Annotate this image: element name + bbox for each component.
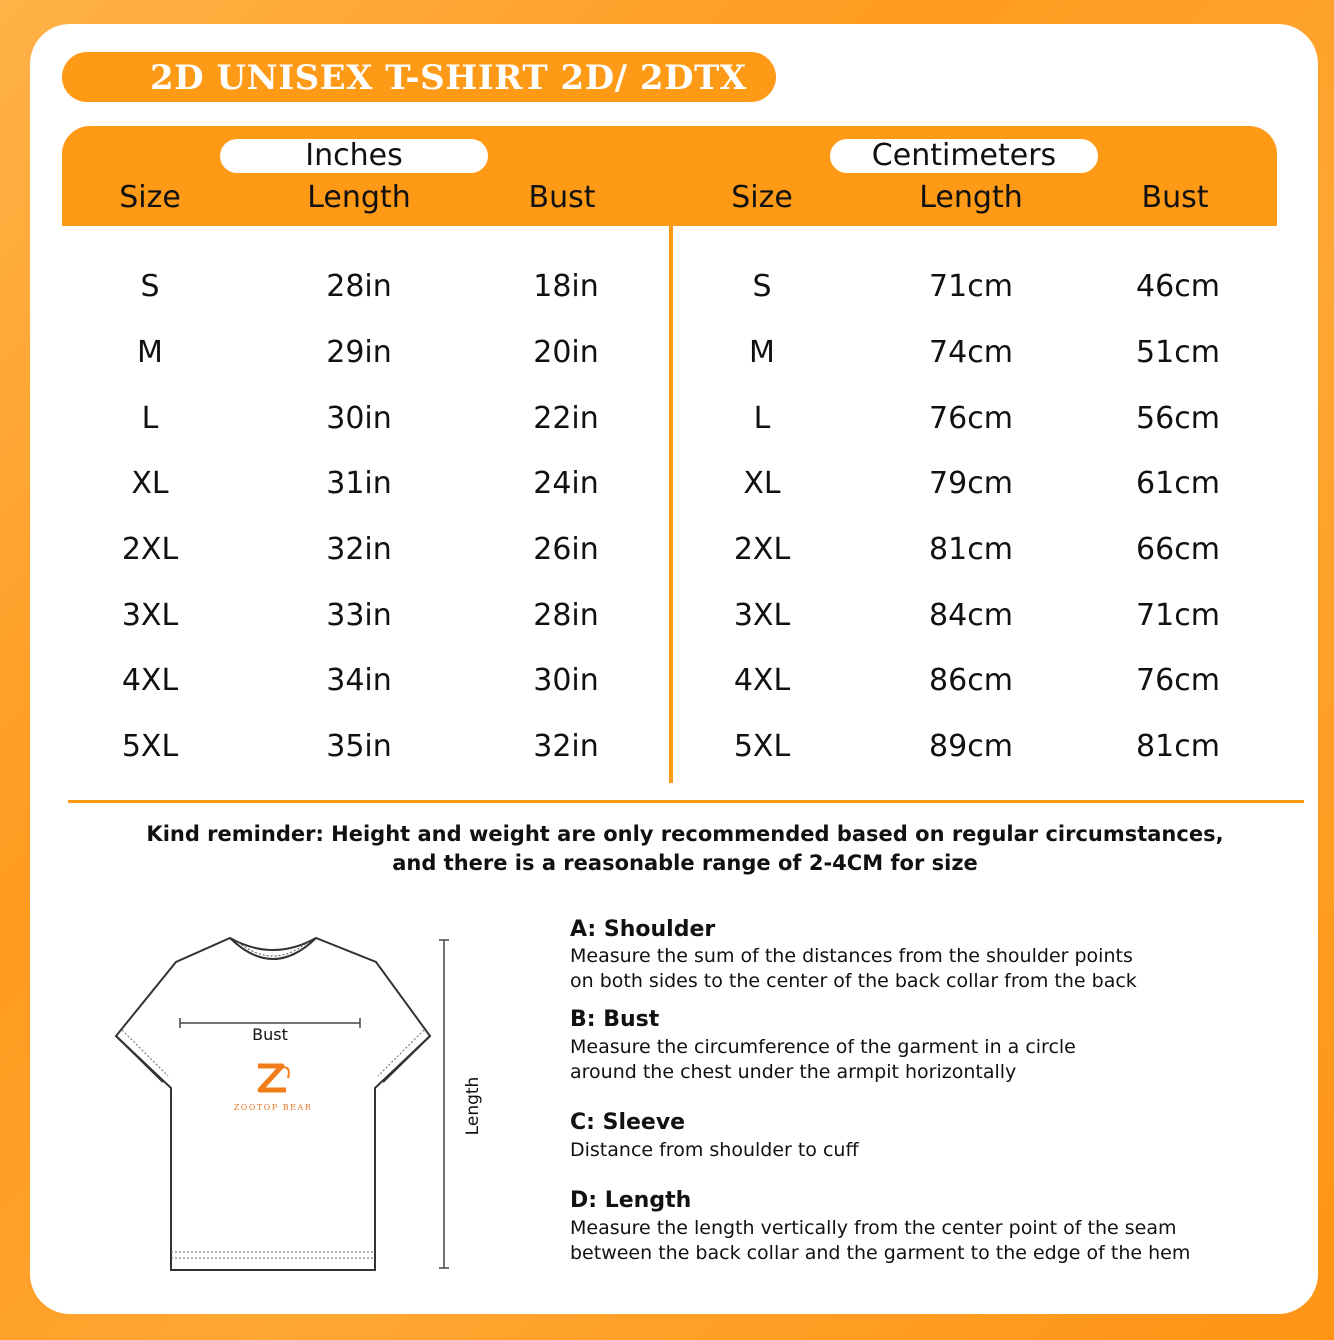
length-desc-2: between the back collar and the garment to the edge of the hem [570, 1242, 1191, 1264]
inches-bust-cell: 24in [533, 466, 599, 501]
logo-text: ZOOTOP BEAR [233, 1103, 313, 1112]
cm-size-cell: L [753, 401, 771, 436]
inches-bust-cell: 26in [533, 532, 599, 567]
cm-bust-cell: 66cm [1136, 532, 1220, 567]
cm-length-cell: 81cm [929, 532, 1013, 567]
inches-bust-cell: 30in [533, 663, 599, 698]
section-divider [68, 800, 1304, 803]
centimeters-unit-label: Centimeters [830, 139, 1098, 173]
bust-label: Bust [252, 1025, 288, 1044]
inches-size-cell: 5XL [121, 729, 179, 764]
inches-bust-cell: 18in [533, 269, 599, 304]
length-title: D: Length [570, 1188, 692, 1213]
cm-size-cell: XL [743, 466, 781, 501]
cm-bust-cell: 61cm [1136, 466, 1220, 501]
inches-size-cell: XL [131, 466, 169, 501]
cm-bust-cell: 56cm [1136, 401, 1220, 436]
inches-length-cell: 35in [326, 729, 392, 764]
inches-length-cell: 34in [326, 663, 392, 698]
cm-bust-cell: 81cm [1136, 729, 1220, 764]
inches-header-length: Length [307, 180, 411, 215]
cm-length-cell: 84cm [929, 598, 1013, 633]
cm-bust-cell: 46cm [1136, 269, 1220, 304]
cm-header-size: Size [731, 180, 793, 215]
inches-bust-cell: 22in [533, 401, 599, 436]
bust-desc-2: around the chest under the armpit horizontally [570, 1061, 1017, 1083]
inches-size-cell: M [137, 335, 163, 370]
cm-length-cell: 79cm [929, 466, 1013, 501]
inches-size-cell: 3XL [121, 598, 179, 633]
cm-header-bust: Bust [1141, 180, 1209, 215]
cm-header-length: Length [919, 180, 1023, 215]
inches-bust-cell: 32in [533, 729, 599, 764]
inches-length-cell: 33in [326, 598, 392, 633]
inches-size-cell: S [140, 269, 160, 304]
cm-length-cell: 86cm [929, 663, 1013, 698]
inches-size-cell: 2XL [121, 532, 179, 567]
cm-length-cell: 76cm [929, 401, 1013, 436]
cm-bust-cell: 76cm [1136, 663, 1220, 698]
cm-length-cell: 89cm [929, 729, 1013, 764]
cm-bust-cell: 71cm [1136, 598, 1220, 633]
cm-size-cell: M [749, 335, 775, 370]
cm-size-cell: 4XL [733, 663, 791, 698]
inches-size-cell: 4XL [121, 663, 179, 698]
page-title: 2D UNISEX T-SHIRT 2D/ 2DTX [150, 58, 747, 98]
kind-reminder [70, 820, 1300, 878]
cm-bust-cell: 51cm [1136, 335, 1220, 370]
inches-length-cell: 32in [326, 532, 392, 567]
bust-desc-1: Measure the circumference of the garment in a circle [570, 1036, 1076, 1058]
sleeve-title: C: Sleeve [570, 1110, 686, 1135]
inches-bust-cell: 28in [533, 598, 599, 633]
inches-bust-cell: 20in [533, 335, 599, 370]
length-desc-1: Measure the length vertically from the center point of the seam [570, 1217, 1177, 1239]
cm-size-cell: 2XL [733, 532, 791, 567]
sleeve-desc-1: Distance from shoulder to cuff [570, 1139, 859, 1161]
cm-size-cell: 5XL [733, 729, 791, 764]
reminder-line-1: Kind reminder: Height and weight are only recommended based on regular circumstances, [146, 822, 1224, 846]
inches-header-size: Size [119, 180, 181, 215]
inches-size-cell: L [141, 401, 159, 436]
tshirt-diagram [108, 930, 488, 1275]
shoulder-title: A: Shoulder [570, 917, 716, 942]
shoulder-desc-2: on both sides to the center of the back collar from the back [570, 970, 1137, 992]
inches-length-cell: 29in [326, 335, 392, 370]
inches-length-cell: 28in [326, 269, 392, 304]
cm-size-cell: 3XL [733, 598, 791, 633]
inches-length-cell: 30in [326, 401, 392, 436]
inches-length-cell: 31in [326, 466, 392, 501]
bust-title: B: Bust [570, 1007, 660, 1032]
cm-length-cell: 74cm [929, 335, 1013, 370]
inches-unit-label: Inches [220, 139, 488, 173]
reminder-line-2: and there is a reasonable range of 2-4CM for size [392, 851, 978, 875]
cm-size-cell: S [752, 269, 772, 304]
shoulder-desc-1: Measure the sum of the distances from the shoulder points [570, 945, 1133, 967]
inches-header-bust: Bust [528, 180, 596, 215]
cm-length-cell: 71cm [929, 269, 1013, 304]
length-label: Length [463, 1076, 483, 1136]
